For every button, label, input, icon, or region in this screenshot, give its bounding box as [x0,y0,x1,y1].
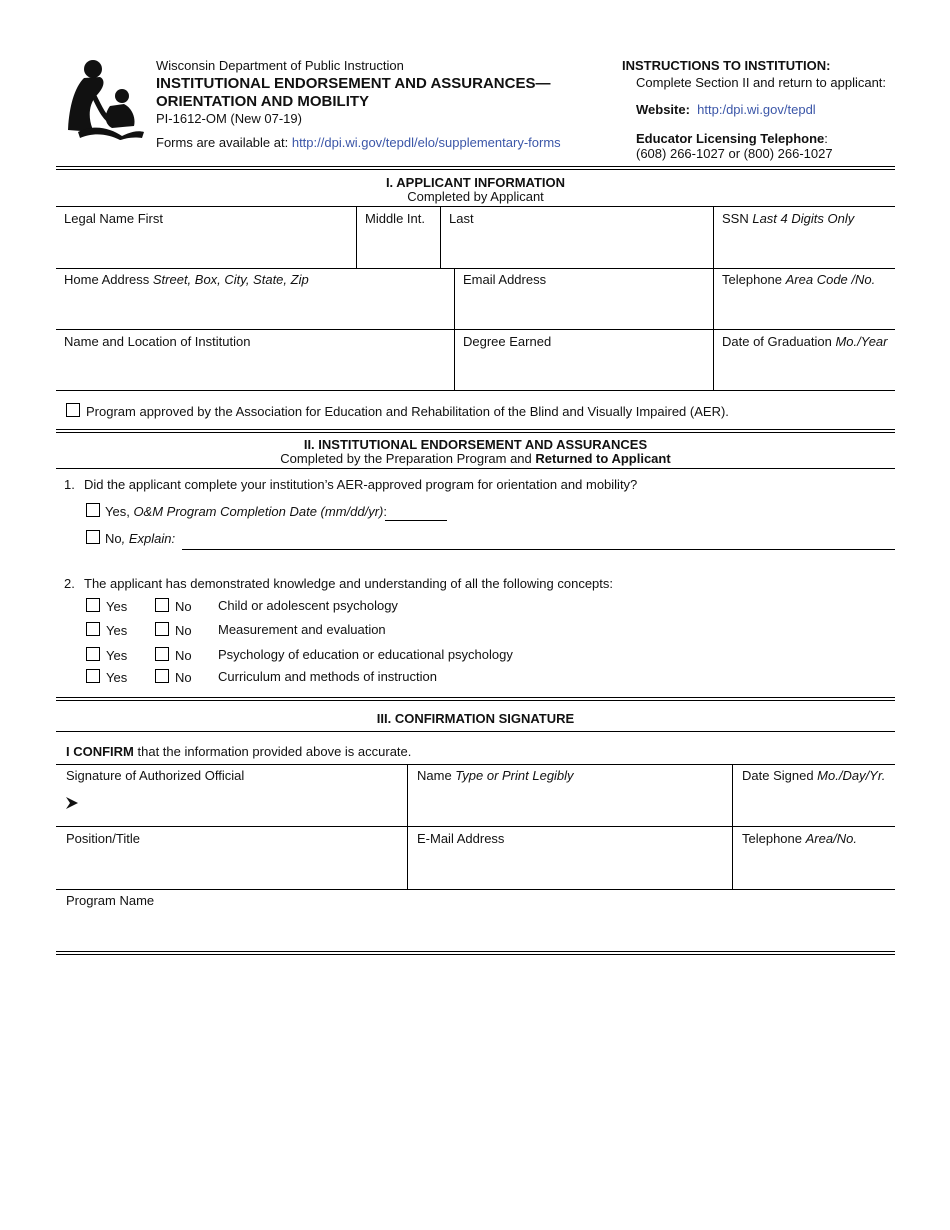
dpi-logo [64,58,144,140]
forms-prefix: Forms are available at: [156,135,292,150]
concept-yes-label: Yes [106,648,128,663]
instructions-text: Complete Section II and return to applicant: [636,75,887,90]
q1-yes-text: Yes, [105,504,134,519]
telephone-label: Telephone [722,272,786,287]
legal-name-first-field[interactable]: Legal Name First [64,211,163,226]
middle-initial-field[interactable]: Middle Int. [365,211,425,226]
form-title-line2: ORIENTATION AND MOBILITY [156,93,370,110]
q2-text: The applicant has demonstrated knowledge and understanding of all the following concepts: [84,576,614,591]
section2-subheading [56,451,895,466]
website-line [636,102,816,118]
divider [440,206,441,268]
instructions-heading: INSTRUCTIONS TO INSTITUTION: [622,58,831,73]
aer-checkbox[interactable] [66,403,80,417]
official-telephone-label: Telephone [742,831,806,846]
graduation-date-label: Date of Graduation [722,334,836,349]
concept-no-label: No [175,648,192,663]
confirm-statement [66,744,411,760]
date-signed-field[interactable] [742,768,885,784]
name-field[interactable] [417,768,574,784]
ssn-note: Last 4 Digits Only [752,211,855,226]
explain-line[interactable] [182,549,895,550]
telephone-note: Area Code /No. [785,272,876,287]
rule [56,468,895,469]
section1-subheading: Completed by Applicant [407,189,544,204]
form-number: PI-1612-OM (New 07-19) [156,111,302,126]
completion-date-line[interactable] [385,520,447,521]
concept-yes-label: Yes [106,670,128,685]
aer-checkbox-label: Program approved by the Association for Education and Rehabilitation of the Blind and Visually Impaired (AER). [86,404,729,419]
rule [56,268,895,269]
q1-no-label [105,531,175,547]
concept-no-checkbox[interactable] [155,647,169,661]
q2-number: 2. [64,576,75,591]
concept-yes-checkbox[interactable] [86,598,100,612]
telephone-field[interactable] [722,272,875,288]
q1-no-text: No [105,531,122,546]
forms-link[interactable]: http://dpi.wi.gov/tepdl/elo/supplementary-forms [291,135,561,150]
rule [56,329,895,330]
website-label: Website: [636,102,690,117]
section3-top-rule [56,697,895,701]
section2-sub-prefix: Completed by the Preparation Program and [280,451,536,466]
name-label: Name [417,768,456,783]
divider [713,206,714,390]
degree-field[interactable]: Degree Earned [463,334,552,349]
q1-yes-note: O&M Program Completion Date (mm/dd/yr) [133,504,384,519]
ssn-label: SSN [722,211,753,226]
concept-text: Measurement and evaluation [218,622,386,637]
concept-text: Child or adolescent psychology [218,598,398,613]
confirm-text: that the information provided above is accurate. [133,744,412,759]
section2-top-rule [56,429,895,433]
bottom-rule [56,951,895,955]
rule [56,826,895,827]
q1-no-checkbox[interactable] [86,530,100,544]
rule [56,390,895,391]
concept-no-checkbox[interactable] [155,622,169,636]
concept-yes-checkbox[interactable] [86,647,100,661]
agency-name: Wisconsin Department of Public Instruction [156,58,404,73]
section3-heading: III. CONFIRMATION SIGNATURE [376,711,575,726]
section1-heading: I. APPLICANT INFORMATION [385,175,566,190]
rule [56,206,895,207]
rule [56,764,895,765]
ssn-field[interactable] [722,211,854,227]
concept-text: Curriculum and methods of instruction [218,669,437,684]
position-field[interactable]: Position/Title [66,831,140,846]
q1-number: 1. [64,477,75,492]
concept-yes-label: Yes [106,599,128,614]
q1-yes-label [105,504,387,520]
concept-no-label: No [175,599,192,614]
home-address-note: Street, Box, City, State, Zip [152,272,309,287]
official-telephone-note: Area/No. [805,831,857,846]
phone-numbers: (608) 266-1027 or (800) 266-1027 [636,146,833,161]
section2-sub-bold: Returned to Applicant [535,451,671,466]
concept-no-checkbox[interactable] [155,669,169,683]
date-signed-note: Mo./Day/Yr. [817,768,886,783]
program-name-field[interactable]: Program Name [66,893,155,908]
email-field[interactable]: Email Address [463,272,547,287]
confirm-bold: I CONFIRM [66,744,134,759]
home-address-label: Home Address [64,272,153,287]
graduation-date-field[interactable] [722,334,888,350]
q1-text: Did the applicant complete your institution’s AER-approved program for orientation and mobility? [84,477,638,492]
concept-yes-checkbox[interactable] [86,622,100,636]
signature-field[interactable]: Signature of Authorized Official [66,768,245,783]
official-telephone-field[interactable] [742,831,857,847]
date-signed-label: Date Signed [742,768,818,783]
phone-colon: : [824,131,828,146]
forms-available [156,135,561,151]
q1-yes-checkbox[interactable] [86,503,100,517]
home-address-field[interactable] [64,272,309,288]
section2-heading: II. INSTITUTIONAL ENDORSEMENT AND ASSURANCES [303,437,648,452]
last-name-field[interactable]: Last [449,211,474,226]
q1-no-note: , Explain: [121,531,176,546]
rule [56,889,895,890]
concept-no-checkbox[interactable] [155,598,169,612]
concept-no-label: No [175,623,192,638]
official-email-field[interactable]: E-Mail Address [417,831,505,846]
q1-yes-colon: : [383,504,388,519]
institution-field[interactable]: Name and Location of Institution [64,334,251,349]
concept-yes-checkbox[interactable] [86,669,100,683]
website-link[interactable]: http:/dpi.wi.gov/tepdl [697,102,816,117]
divider [356,206,357,268]
concept-yes-label: Yes [106,623,128,638]
form-title-line1: INSTITUTIONAL ENDORSEMENT AND ASSURANCES— [156,75,551,92]
concept-text: Psychology of education or educational psychology [218,647,513,662]
section1-top-rule [56,166,895,170]
concept-no-label: No [175,670,192,685]
arrowhead-icon [66,797,78,809]
name-note: Type or Print Legibly [455,768,574,783]
graduation-date-note: Mo./Year [835,334,888,349]
phone-label-line [636,131,828,147]
phone-label: Educator Licensing Telephone [636,131,825,146]
rule [56,731,895,732]
